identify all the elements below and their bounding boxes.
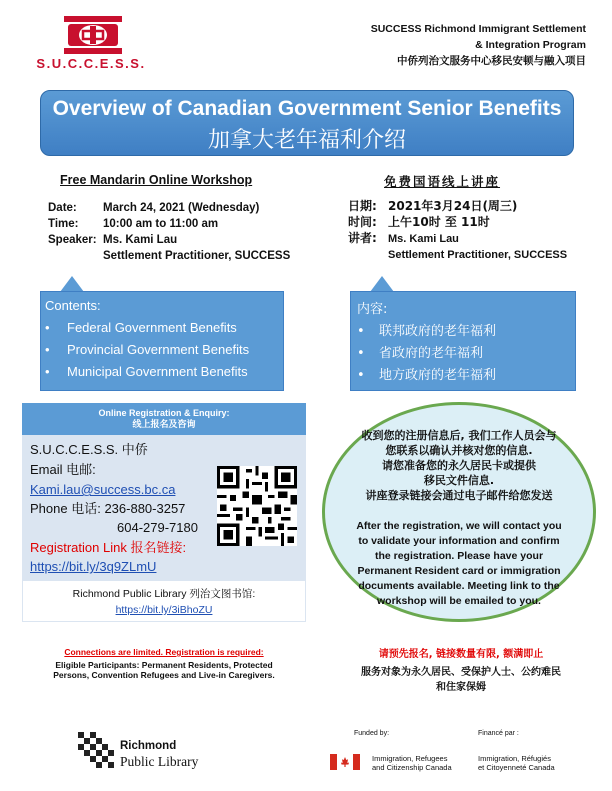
registration-link[interactable]: https://bit.ly/3q9ZLmU <box>30 559 157 574</box>
contents-box-zh <box>350 291 576 391</box>
registration-link-label: Registration Link 报名链接: <box>30 540 187 555</box>
ircc-fr-line1: Immigration, Réfugiés <box>478 754 551 763</box>
oval-en-line: workshop will be emailed to you. <box>377 595 541 607</box>
library-name-line2: Public Library <box>120 754 199 769</box>
speaker-title: Settlement Practitioner, SUCCESS <box>103 250 291 262</box>
ircc-en-line2: and Citizenship Canada <box>372 763 452 772</box>
workshop-heading-en: Free Mandarin Online Workshop <box>60 173 253 187</box>
time-value-zh: 上午10时 至 11时 <box>388 215 490 229</box>
title-en: Overview of Canadian Government Senior Benefits <box>52 97 562 120</box>
callout-pointer-zh <box>370 276 394 292</box>
contents-box-en <box>40 291 284 391</box>
oval-text-en <box>335 519 583 609</box>
phone-label: Phone 电话: <box>30 501 101 516</box>
date-label-zh: 日期: <box>348 199 377 213</box>
registration-header <box>22 403 306 435</box>
contents-item: • Provincial Government Benefits <box>45 339 279 361</box>
phone-number-2: 604-279-7180 <box>117 520 198 535</box>
contents-item: • 地方政府的老年福利 <box>357 365 569 387</box>
reg-org: S.U.C.C.E.S.S. 中侨 <box>30 442 148 457</box>
date-value-zh: 2021年3月24日(周三) <box>388 199 518 213</box>
library-panel <box>22 580 306 622</box>
contents-item: • 省政府的老年福利 <box>357 343 569 365</box>
notice-en-red: Connections are limited. Registration is required: <box>64 647 264 657</box>
contents-list-zh <box>357 321 569 387</box>
speaker-label: Speaker: <box>48 234 97 246</box>
contents-list-en <box>45 317 279 383</box>
oval-zh-line: 请您准备您的永久居民卡或提供 <box>382 459 536 472</box>
registration-header-en: Online Registration & Enquiry: <box>98 408 230 418</box>
callout-pointer-en <box>60 276 84 292</box>
title-zh: 加拿大老年福利介绍 <box>207 128 406 153</box>
oval-en-line: After the registration, we will contact you <box>356 520 562 532</box>
notice-en-line2: Persons, Convention Refugees and Live-in Caregivers. <box>53 670 275 680</box>
ircc-fr-line2: et Citoyenneté Canada <box>478 763 555 772</box>
oval-text-zh <box>335 428 583 503</box>
oval-en-line: the registration. Please have your <box>374 550 544 562</box>
contents-item: • Municipal Government Benefits <box>45 361 279 383</box>
speaker-name-zh: Ms. Kami Lau <box>388 233 459 245</box>
org-name-zh: 中侨列治文服务中心移民安顿与融入项目 <box>397 55 586 67</box>
oval-en-line: documents available. Meeting link to the <box>358 580 560 592</box>
workshop-details-en <box>48 200 290 264</box>
oval-zh-line: 移民文件信息. <box>423 474 495 487</box>
notice-zh <box>330 645 592 693</box>
oval-en-line: to validate your information and confirm <box>358 535 560 547</box>
time-label: Time: <box>48 218 79 230</box>
oval-zh-line: 收到您的注册信息后, 我们工作人员会与 <box>361 429 557 442</box>
notice-en-line1: Eligible Participants: Permanent Residents, Protected <box>55 660 273 670</box>
email-label: Email 电邮: <box>30 462 96 477</box>
speaker-title-zh: Settlement Practitioner, SUCCESS <box>388 249 568 261</box>
logo-wordmark: S.U.C.C.E.S.S. <box>36 56 146 71</box>
funded-by-en: Funded by: <box>354 730 390 737</box>
oval-en-line: Permanent Resident card or immigration <box>357 565 561 577</box>
workshop-details-zh <box>348 198 567 263</box>
time-value: 10:00 am to 11:00 am <box>103 218 219 230</box>
time-label-zh: 时间: <box>348 215 377 229</box>
speaker-label-zh: 讲者: <box>348 231 377 245</box>
notice-zh-line1: 服务对象为永久居民、受保护人士、公约难民 <box>361 667 561 678</box>
date-label: Date: <box>48 202 77 214</box>
workshop-heading-zh: 免费国语线上讲座 <box>384 174 501 189</box>
library-label: Richmond Public Library 列治文图书馆: <box>72 588 256 600</box>
qr-code[interactable] <box>217 466 297 546</box>
notice-en <box>22 647 306 680</box>
library-link[interactable]: https://bit.ly/3iBhoZU <box>115 604 213 616</box>
notice-zh-red: 请预先报名, 链接数量有限, 额满即止 <box>378 649 544 660</box>
email-link[interactable]: Kami.lau@success.bc.ca <box>30 482 176 497</box>
ircc-en-line1: Immigration, Refugees <box>372 754 448 763</box>
contents-item: • 联邦政府的老年福利 <box>357 321 569 343</box>
funding-block <box>330 730 590 782</box>
contents-title-zh: 内容: <box>357 302 388 317</box>
org-name-line1: SUCCESS Richmond Immigrant Settlement <box>370 23 586 35</box>
phone-number-1: 236-880-3257 <box>104 501 186 516</box>
org-name-line2: & Integration Program <box>475 39 586 51</box>
canada-flag-icon <box>330 754 360 770</box>
phone-row <box>30 500 185 518</box>
oval-zh-line: 您联系以确认并核对您的信息. <box>385 444 533 457</box>
registration-header-zh: 线上报名及咨询 <box>132 420 196 430</box>
speaker-name: Ms. Kami Lau <box>103 234 178 246</box>
date-value: March 24, 2021 (Wednesday) <box>103 202 260 214</box>
oval-zh-line: 讲座登录链接会通过电子邮件给您发送 <box>365 489 553 502</box>
contents-item: • Federal Government Benefits <box>45 317 279 339</box>
title-banner <box>40 90 574 156</box>
library-name-line1: Richmond <box>120 740 177 752</box>
library-logo-icon <box>78 732 114 768</box>
ircc-name-fr <box>478 754 555 772</box>
contents-title-en: Contents: <box>45 298 101 313</box>
funded-by-fr: Financé par : <box>478 730 519 737</box>
notice-zh-line2: 和住家保姆 <box>436 682 486 693</box>
ircc-name-en <box>372 754 452 772</box>
